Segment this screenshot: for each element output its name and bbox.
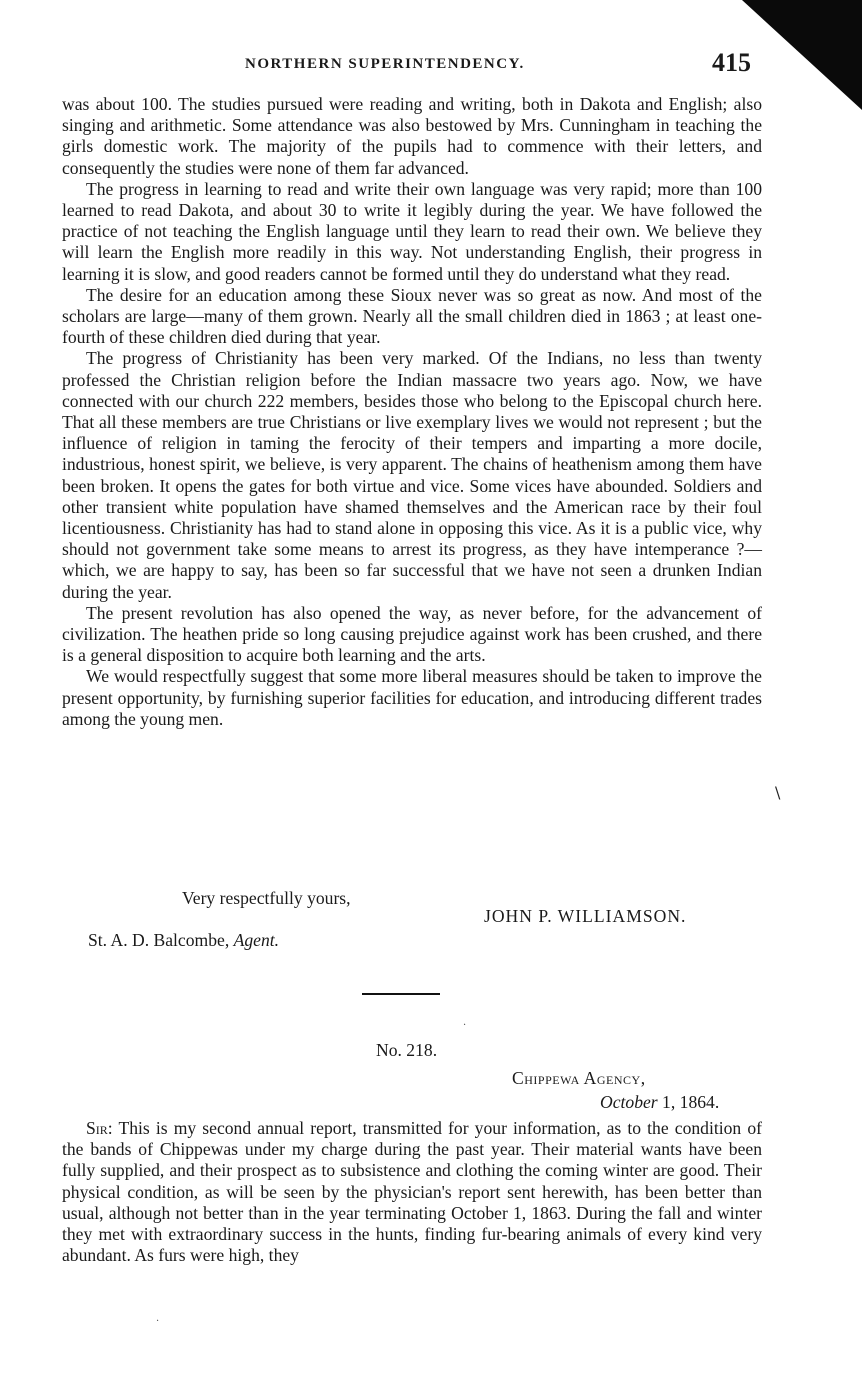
salutation: Sir: xyxy=(86,1118,113,1138)
paragraph: The desire for an education among these Sioux never was so great as now. And most of the scholars are large—many of them grown. Nearly all the small children died in 1863 ; at least one-fourth of these children died during that year. xyxy=(62,284,762,348)
paragraph: was about 100. The studies pursued were reading and writing, both in Dakota and English; also singing and arithmetic. Some attendance was also bestowed by Mrs. Cunningham in teaching the girls domestic work. The majority of the pupils had to commence with their letters, and consequently the studies were none of them far advanced. xyxy=(62,94,762,178)
addressee-role: Agent. xyxy=(233,930,280,950)
letter-text: This is my second annual report, transmitted for your information, as to the condition of the bands of Chippewas under my charge during the past year. Their material wants have been fully supplied, and their prospect as to subsistence and clothing the coming winter are good. Their physical condition, as will be seen by the physician's report sent herewith, has been better than usual, although not better than in the year terminating October 1, 1863. During the fall and winter they met with extraordinary success in the hunts, finding fur-bearing animals of every kind very abundant. As furs were high, they xyxy=(62,1118,762,1266)
addressee xyxy=(88,930,279,951)
report-body xyxy=(62,94,762,730)
section-divider xyxy=(362,993,440,995)
date-rest: 1, 1864. xyxy=(657,1092,720,1112)
page-number: 415 xyxy=(712,48,751,77)
page-header xyxy=(0,50,862,80)
paragraph: The progress of Christianity has been very marked. Of the Indians, no less than twenty professed the Christian religion before the Indian massacre two years ago. Now, we have connected with our church 222 members, besides those who belong to the Episcopal church here. That all these members are true Christians or live exemplary lives we would not represent ; but the influence of religion in taming the ferocity of their tempers and imparting a more docile, industrious, honest spirit, we believe, is very apparent. The chains of heathenism among them have been broken. It opens the gates for both virtue and vice. Some vices have abounded. Soldiers and other transient white population have shamed themselves and the American race by their foul licentiousness. Christianity has had to stand alone in opposing this vice. As it is a public vice, why should not government take some means to arrest its progress, as they have intemperance ?—which, we are happy to say, has been so far successful that we have not seen a drunken Indian during the year. xyxy=(62,348,762,602)
scan-speck: · xyxy=(156,1316,160,1327)
date-line xyxy=(600,1092,719,1113)
paragraph: The present revolution has also opened the way, as never before, for the advancement of civilization. The heathen pride so long causing prejudice against work has been crushed, and there is a general disposition to acquire both learning and the arts. xyxy=(62,602,762,666)
running-title: NORTHERN SUPERINTENDENCY. xyxy=(245,56,525,72)
date-month: October xyxy=(600,1092,658,1112)
closing-line: Very respectfully yours, xyxy=(182,888,351,908)
scan-speck: · xyxy=(463,1020,467,1031)
letter-body xyxy=(62,1118,762,1266)
margin-mark: \ xyxy=(775,783,781,802)
addressee-name: St. A. D. Balcombe, xyxy=(88,930,230,950)
paragraph: The progress in learning to read and write their own language was very rapid; more than 100 learned to read Dakota, and about 30 to write it legibly during the year. We have followed the practice of not teaching the English language until they learn to read their own. We believe they will learn the English more readily in this way. Not understanding English, their progress in learning it is slow, and good readers cannot be formed until they do understand what they read. xyxy=(62,178,762,284)
document-number: No. 218. xyxy=(376,1040,438,1060)
agency-heading: Chippewa Agency, xyxy=(512,1068,646,1088)
letter-paragraph xyxy=(62,1118,762,1266)
signature-name: JOHN P. WILLIAMSON. xyxy=(484,906,687,926)
paragraph: We would respectfully suggest that some more liberal measures should be taken to improve the present opportunity, by furnishing superior facilities for education, and introducing different trades among the young men. xyxy=(62,666,762,729)
